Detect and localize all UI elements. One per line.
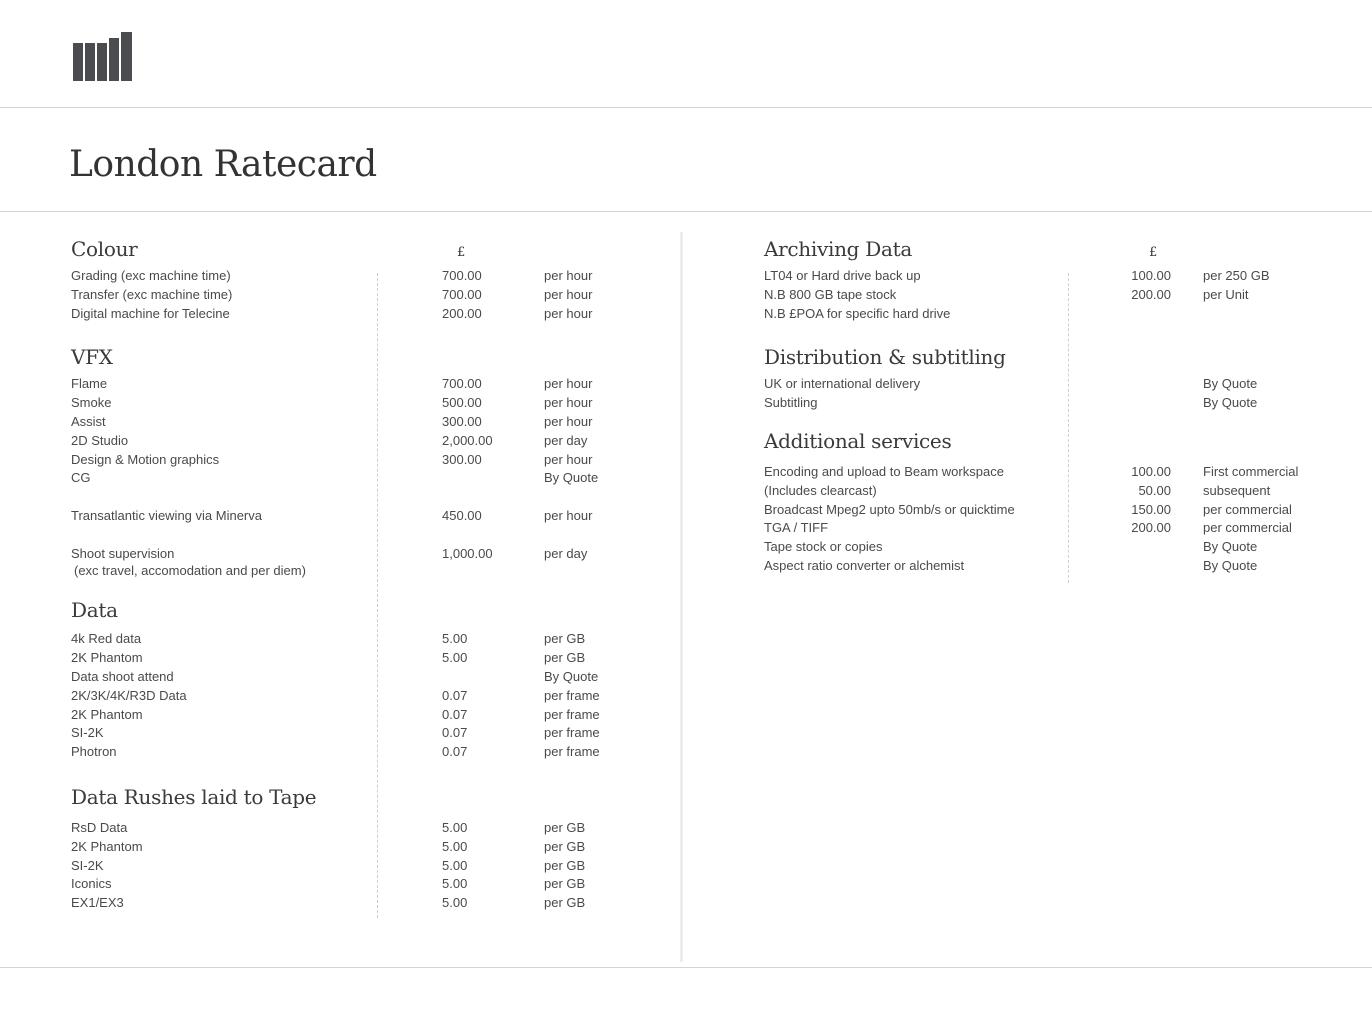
rate-price: 200.00	[442, 305, 482, 321]
rate-unit: per GB	[544, 857, 586, 873]
rate-label: Design & Motion graphics	[71, 451, 220, 467]
rate-price: 2,000.00	[442, 432, 493, 448]
rate-unit: per day	[544, 432, 588, 448]
rate-unit: per frame	[544, 687, 600, 703]
rate-label: UK or international delivery	[764, 376, 921, 392]
rate-unit: per day	[544, 545, 588, 561]
rate-price: 200.00	[1131, 286, 1171, 302]
page-title: London Ratecard	[69, 144, 377, 185]
rate-unit: per GB	[544, 895, 586, 911]
rate-row	[71, 875, 671, 894]
rate-row	[71, 838, 671, 857]
rate-label: 2K Phantom	[71, 706, 143, 722]
rate-price: 5.00	[442, 895, 468, 911]
rate-price: 0.07	[442, 744, 468, 760]
rate-row	[764, 286, 1324, 305]
rate-price: 100.00	[1131, 268, 1171, 283]
rate-label: Smoke	[71, 395, 112, 411]
rate-row	[71, 630, 671, 649]
rate-unit: By Quote	[1203, 557, 1258, 573]
rate-unit: per GB	[544, 650, 586, 666]
section-title: Data Rushes laid to Tape	[71, 784, 317, 809]
rate-unit: per hour	[544, 305, 593, 321]
rate-unit: By Quote	[544, 668, 599, 684]
rate-price: 0.07	[442, 687, 468, 703]
section-title: Additional services	[764, 428, 952, 453]
rate-row	[764, 375, 1324, 394]
rate-unit: per GB	[544, 838, 586, 854]
section-title: Distribution & subtitling	[764, 345, 1006, 370]
rate-unit: per frame	[544, 725, 600, 741]
rate-row	[71, 305, 671, 324]
rate-price: 500.00	[442, 395, 482, 411]
rate-unit: By Quote	[1203, 395, 1258, 411]
rate-label: SI-2K	[71, 725, 104, 741]
section-vfx	[71, 344, 671, 579]
rate-price: 700.00	[442, 268, 482, 283]
rate-row	[71, 432, 671, 451]
rate-price: 300.00	[442, 451, 482, 467]
rate-label: Data shoot attend	[71, 668, 174, 684]
rate-label: Grading (exc machine time)	[71, 268, 231, 283]
rate-label: Shoot supervision	[71, 545, 175, 561]
rate-price: 5.00	[442, 631, 468, 647]
site-header	[0, 0, 1372, 108]
rate-row	[71, 819, 671, 838]
rate-label: Digital machine for Telecine	[71, 305, 230, 321]
rate-label: N.B 800 GB tape stock	[764, 286, 897, 302]
rate-row	[764, 305, 1324, 324]
rate-unit: per hour	[544, 413, 593, 429]
rate-label: Encoding and upload to Beam workspace	[764, 463, 1004, 479]
rate-row	[764, 267, 1324, 286]
section-title: Colour £	[71, 236, 671, 262]
rate-label: Aspect ratio converter or alchemist	[764, 557, 965, 573]
column-divider	[680, 232, 683, 962]
rate-unit: subsequent	[1203, 482, 1271, 498]
rate-price: 450.00	[442, 507, 482, 523]
rate-price: 0.07	[442, 725, 468, 741]
rate-unit: per hour	[544, 451, 593, 467]
currency-symbol: £	[1149, 245, 1157, 260]
rate-row	[71, 649, 671, 668]
rate-row	[764, 519, 1324, 538]
rate-row	[71, 687, 671, 706]
rate-row	[764, 463, 1324, 482]
rate-row	[764, 482, 1324, 501]
rate-unit: per GB	[544, 631, 586, 647]
rate-price: 200.00	[1131, 520, 1171, 536]
rate-label: CG	[71, 470, 91, 486]
currency-symbol: £	[457, 245, 465, 260]
rate-label: Transatlantic viewing via Minerva	[71, 507, 262, 523]
rate-unit: per commercial	[1203, 520, 1292, 536]
rate-price: 5.00	[442, 819, 468, 835]
rate-unit: First commercial	[1203, 463, 1299, 479]
rate-label: 2K/3K/4K/R3D Data	[71, 687, 187, 703]
footer-rule	[0, 967, 1372, 968]
rate-row	[71, 451, 671, 470]
rate-label: Subtitling	[764, 395, 818, 411]
title-band	[0, 108, 1372, 212]
rate-row	[764, 557, 1324, 576]
rate-price: 5.00	[442, 876, 468, 892]
right-column	[764, 236, 1324, 576]
rate-row	[71, 375, 671, 394]
rate-label: (Includes clearcast)	[764, 482, 877, 498]
rate-row	[71, 743, 671, 762]
rate-unit: per commercial	[1203, 501, 1292, 517]
rate-unit: per frame	[544, 744, 600, 760]
rate-unit: By Quote	[544, 470, 599, 486]
rate-label: Iconics	[71, 876, 112, 892]
rate-row	[71, 394, 671, 413]
rate-unit: per Unit	[1203, 286, 1249, 302]
rate-row	[764, 538, 1324, 557]
rate-row	[71, 706, 671, 725]
section-title: Archiving Data £	[764, 236, 1324, 262]
rate-row	[71, 857, 671, 876]
rate-price: 5.00	[442, 650, 468, 666]
rate-price: 5.00	[442, 838, 468, 854]
rate-price: 700.00	[442, 376, 482, 392]
rate-label: RsD Data	[71, 819, 128, 835]
rate-label: Photron	[71, 744, 117, 760]
rate-label: EX1/EX3	[71, 895, 124, 911]
rate-unit: per hour	[544, 268, 593, 283]
rate-unit: per GB	[544, 876, 586, 892]
rate-unit: By Quote	[1203, 539, 1258, 555]
rate-price: 100.00	[1131, 463, 1171, 479]
rate-price: 5.00	[442, 857, 468, 873]
section-rushes	[71, 784, 671, 913]
rate-price: 50.00	[1138, 482, 1171, 498]
rate-row	[71, 469, 671, 488]
rate-unit: per frame	[544, 706, 600, 722]
rate-label: TGA / TIFF	[764, 520, 829, 536]
rate-unit: per hour	[544, 507, 593, 523]
section-additional	[764, 428, 1324, 576]
section-colour	[71, 236, 671, 323]
rate-row	[71, 267, 671, 286]
rate-unit: per hour	[544, 286, 593, 302]
rate-label: LT04 or Hard drive back up	[764, 268, 921, 283]
logo-bars-icon[interactable]	[73, 32, 133, 81]
rate-label: Assist	[71, 413, 106, 429]
rate-row	[71, 894, 671, 913]
rate-row	[764, 501, 1324, 520]
rate-unit: per hour	[544, 395, 593, 411]
rate-unit: per hour	[544, 376, 593, 392]
rate-label: 4k Red data	[71, 631, 142, 647]
rate-label: Flame	[71, 376, 108, 392]
rate-unit: By Quote	[1203, 376, 1258, 392]
section-distribution	[764, 344, 1324, 413]
rate-label: Tape stock or copies	[764, 539, 883, 555]
rate-label: N.B £POA for specific hard drive	[764, 305, 951, 321]
section-title: Data	[71, 598, 118, 623]
left-column	[71, 236, 671, 913]
rate-row	[764, 394, 1324, 413]
rate-price: 300.00	[442, 413, 482, 429]
rate-label: 2K Phantom	[71, 838, 143, 854]
rate-price: 1,000.00	[442, 545, 493, 561]
rate-row	[71, 724, 671, 743]
rate-label: SI-2K	[71, 857, 104, 873]
rate-label: Broadcast Mpeg2 upto 50mb/s or quicktime	[764, 501, 1015, 517]
rate-unit: per GB	[544, 819, 586, 835]
rate-note: (exc travel, accomodation and per diem)	[74, 563, 306, 579]
rate-row	[71, 668, 671, 687]
rate-label: Transfer (exc machine time)	[71, 286, 233, 302]
rate-row	[71, 507, 671, 526]
rate-price: 700.00	[442, 286, 482, 302]
rate-label: 2D Studio	[71, 432, 129, 448]
rate-price: 0.07	[442, 706, 468, 722]
section-archiving	[764, 236, 1324, 323]
section-data	[71, 597, 671, 762]
rate-row	[71, 413, 671, 432]
rate-unit: per 250 GB	[1203, 268, 1270, 283]
rate-label: 2K Phantom	[71, 650, 143, 666]
rate-row	[71, 286, 671, 305]
rate-price: 150.00	[1131, 501, 1171, 517]
section-title: VFX	[71, 345, 113, 370]
rate-row	[71, 545, 671, 564]
